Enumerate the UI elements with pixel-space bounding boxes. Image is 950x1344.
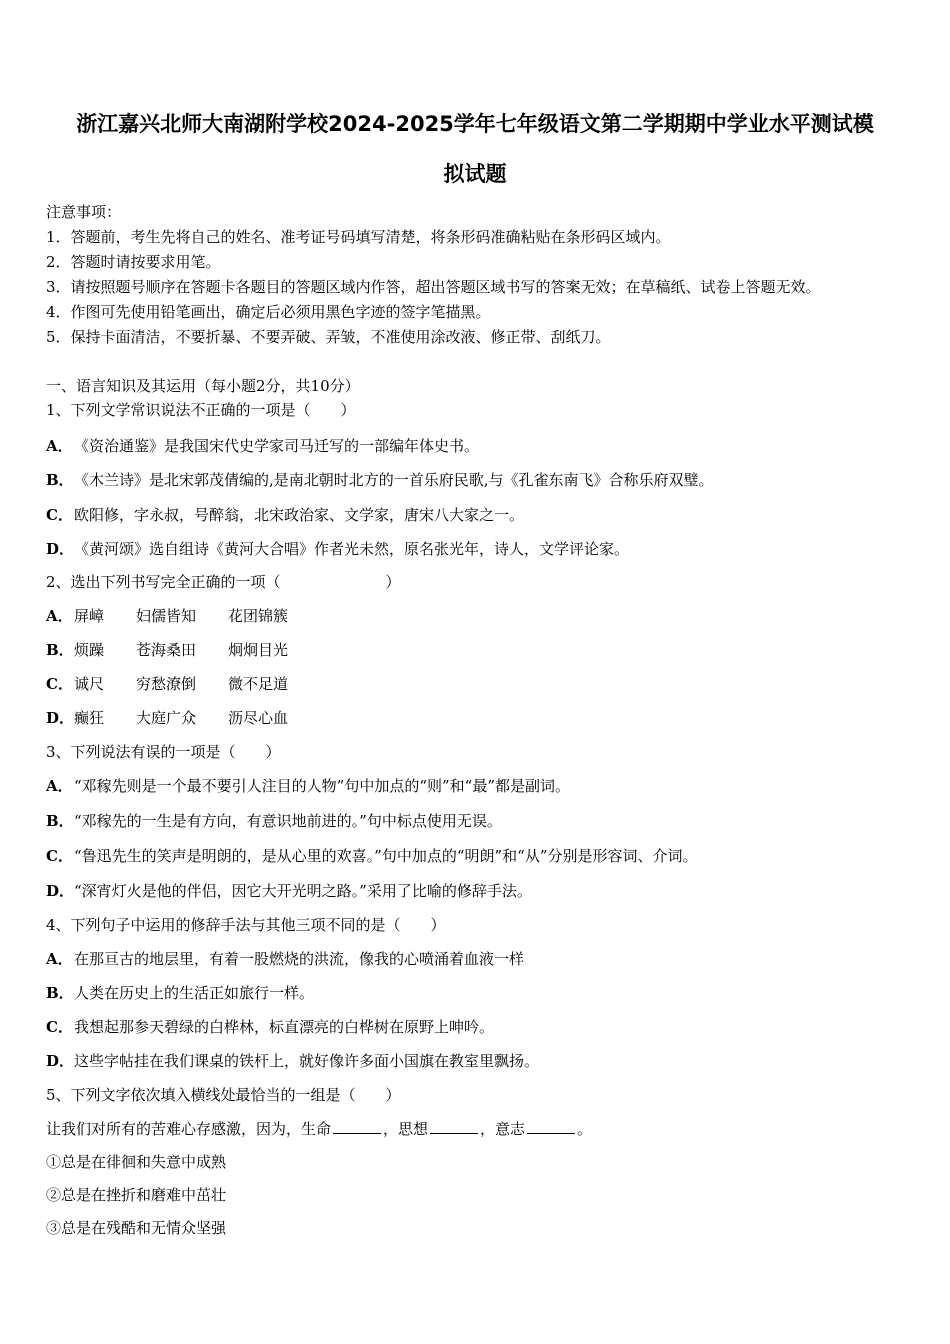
option-text: “深宵灯火是他的伴侣，因它大开光明之路。”采用了比喻的修辞手法。: [74, 882, 532, 900]
option-word: 屏嶂: [74, 607, 105, 625]
option-letter: B．: [46, 641, 74, 659]
option-text: “邓稼先则是一个最不要引人注目的人物”句中加点的“则”和“最”都是副词。: [74, 777, 571, 795]
option-text: 我想起那参天碧绿的白桦林，标直漂亮的白桦树在原野上呻吟。: [74, 1018, 495, 1036]
option-text: “邓稼先的一生是有方向，有意识地前进的。”句中标点使用无误。: [74, 812, 502, 830]
question-5-item: ③总是在残酷和无情众坚强: [46, 1219, 227, 1237]
question-3-option-b: [46, 811, 502, 831]
exam-title-line2: 拟试题: [443, 162, 507, 186]
fill-blank: [430, 1119, 478, 1134]
sentence-part: ，意志: [480, 1120, 526, 1138]
note-item: 1．答题前，考生先将自己的姓名、准考证号码填写清楚，将条形码准确粘贴在条形码区域内。: [46, 228, 671, 246]
option-text: 《木兰诗》是北宋郭茂倩编的,是南北朝时北方的一首乐府民歌,与《孔雀东南飞》合称乐府双璧。: [74, 471, 714, 489]
question-5-item: ①总是在徘徊和失意中成熟: [46, 1153, 227, 1171]
option-word: 沥尽心血: [228, 709, 289, 727]
option-text: 这些字帖挂在我们课桌的铁杆上，就好像许多面小国旗在教室里飘扬。: [74, 1052, 540, 1070]
sentence-part: ，思想: [383, 1120, 429, 1138]
option-letter: B．: [46, 984, 74, 1002]
option-word: 炯炯目光: [228, 641, 289, 659]
question-2-option-b: [46, 640, 288, 660]
question-3-stem: 3、下列说法有误的一项是（ ）: [46, 743, 281, 761]
note-item: 2．答题时请按要求用笔。: [46, 253, 221, 271]
option-text: 欧阳修，字永叔，号醉翁，北宋政治家、文学家，唐宋八大家之一。: [74, 506, 525, 524]
question-2-stem: 2、选出下列书写完全正确的一项（ ）: [46, 573, 401, 591]
question-5-item: ②总是在挫折和磨难中茁壮: [46, 1186, 227, 1204]
sentence-part: 。: [577, 1120, 593, 1138]
option-letter: B．: [46, 471, 74, 489]
question-1-option-c: [46, 505, 524, 525]
question-3-option-a: [46, 776, 570, 796]
option-word: 花团锦簇: [228, 607, 289, 625]
option-letter: C．: [46, 1018, 73, 1036]
question-4-stem: 4、下列句子中运用的修辞手法与其他三项不同的是（ ）: [46, 916, 446, 934]
option-word: 烦躁: [74, 641, 105, 659]
option-word: 大庭广众: [136, 709, 197, 727]
question-3-option-d: [46, 881, 532, 901]
question-4-option-b: [46, 983, 314, 1003]
question-4-option-d: [46, 1051, 539, 1071]
question-2-option-c: [46, 674, 288, 694]
question-1-stem: 1、下列文学常识说法不正确的一项是（ ）: [46, 401, 356, 419]
notes-heading: 注意事项：: [46, 203, 122, 221]
option-word: 癫狂: [74, 709, 105, 727]
option-letter: C．: [46, 847, 73, 865]
sentence-part: 让我们对所有的苦难心存感激，因为，生命: [46, 1120, 332, 1138]
option-text: 《黄河颂》选自组诗《黄河大合唱》作者光未然，原名张光年，诗人，文学评论家。: [74, 540, 630, 558]
option-text: 人类在历史上的生活正如旅行一样。: [74, 984, 315, 1002]
option-word: 穷愁潦倒: [136, 675, 197, 693]
option-letter: A．: [46, 950, 73, 968]
option-text: 《资治通鉴》是我国宋代史学家司马迁写的一部编年体史书。: [74, 437, 480, 455]
question-1-option-b: [46, 470, 714, 490]
option-letter: A．: [46, 437, 73, 455]
option-letter: D．: [46, 540, 75, 558]
question-3-option-c: [46, 846, 698, 866]
question-4-option-a: [46, 949, 524, 969]
option-text: 在那亘古的地层里，有着一股燃烧的洪流，像我的心喷涌着血液一样: [74, 950, 525, 968]
question-5-stem: 5、下列文字依次填入横线处最恰当的一组是（ ）: [46, 1086, 401, 1104]
question-2-option-d: [46, 708, 288, 728]
option-word: 微不足道: [228, 675, 289, 693]
question-1-option-a: [46, 436, 479, 456]
option-letter: C．: [46, 506, 73, 524]
option-letter: A．: [46, 607, 73, 625]
option-word: 妇儒皆知: [136, 607, 197, 625]
question-2-option-a: [46, 606, 288, 626]
note-item: 5．保持卡面清洁，不要折暴、不要弄破、弄皱，不准使用涂改液、修正带、刮纸刀。: [46, 328, 611, 346]
section-heading: 一、语言知识及其运用（每小题2分，共10分）: [46, 377, 360, 395]
note-item: 4．作图可先使用铅笔画出，确定后必须用黑色字迹的签字笔描黑。: [46, 303, 491, 321]
option-word: 诚尺: [74, 675, 105, 693]
question-1-option-d: [46, 539, 629, 559]
note-item: 3．请按照题号顺序在答题卡各题目的答题区域内作答，超出答题区域书写的答案无效；在草稿纸、试卷上答题无效。: [46, 278, 821, 296]
option-letter: A．: [46, 777, 73, 795]
option-text: “鲁迅先生的笑声是明朗的，是从心里的欢喜。”句中加点的“明朗”和“从”分别是形容词、介词。: [74, 847, 698, 865]
exam-title-line1: 浙江嘉兴北师大南湖附学校2024-2025学年七年级语文第二学期期中学业水平测试模: [76, 112, 874, 136]
fill-blank: [527, 1119, 575, 1134]
option-letter: B．: [46, 812, 74, 830]
option-letter: D．: [46, 709, 75, 727]
fill-blank: [333, 1119, 381, 1134]
option-letter: D．: [46, 882, 75, 900]
question-5-sentence: [46, 1119, 592, 1139]
option-word: 苍海桑田: [136, 641, 197, 659]
question-4-option-c: [46, 1017, 494, 1037]
option-letter: C．: [46, 675, 73, 693]
option-letter: D．: [46, 1052, 75, 1070]
